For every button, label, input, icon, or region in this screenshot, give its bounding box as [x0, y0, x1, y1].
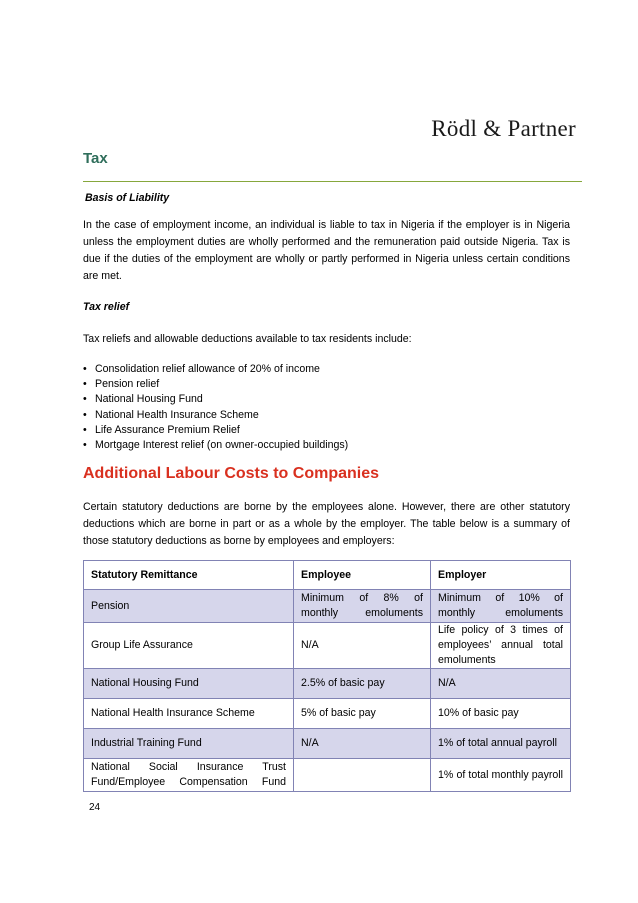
table-cell: National Social Insurance Trust Fund/Employee Compensation Fund [84, 759, 294, 792]
table-cell: 2.5% of basic pay [294, 669, 431, 699]
header-cell: Employee [294, 561, 431, 590]
table-cell: Pension [84, 590, 294, 623]
table-cell: 1% of total monthly payroll [431, 759, 571, 792]
basis-paragraph: In the case of employment income, an individual is liable to tax in Nigeria if the employer is in Nigeria unless the employment duties are wholly performed and the remuneration paid outside Nigeria. Tax is due if the duties of the employment are wholly or partly performed in Nigeria unless certain conditions are met. [83, 219, 570, 282]
table-cell: Group Life Assurance [84, 623, 294, 669]
labour-paragraph: Certain statutory deductions are borne by the employees alone. However, there are other statutory deductions which are borne in part or as a whole by the employer. The table below is a summary of those statutory deductions as borne by employees and employers: [83, 501, 570, 547]
list-item: • Life Assurance Premium Relief [83, 423, 348, 438]
list-item: • National Health Insurance Scheme [83, 408, 348, 423]
table-row [84, 759, 571, 792]
table-row [84, 590, 571, 623]
basis-heading: Basis of Liability [85, 192, 170, 204]
header-cell: Employer [431, 561, 571, 590]
table-cell: N/A [294, 729, 431, 759]
table-row [84, 699, 571, 729]
relief-heading: Tax relief [83, 301, 130, 313]
page-number: 24 [89, 802, 101, 813]
list-item: • Consolidation relief allowance of 20% of income [83, 362, 348, 377]
table-row [84, 729, 571, 759]
list-item: • Pension relief [83, 377, 348, 392]
brand-logo: Rödl & Partner [431, 116, 576, 141]
table-cell: 1% of total annual payroll [431, 729, 571, 759]
table-row [84, 669, 571, 699]
table-cell: Minimum of 10% of monthly emoluments [431, 590, 571, 623]
relief-list [83, 362, 348, 453]
labour-heading: Additional Labour Costs to Companies [83, 465, 380, 482]
table-cell: National Health Insurance Scheme [84, 699, 294, 729]
table-cell: Life policy of 3 times of employees’ annual total emoluments [431, 623, 571, 669]
table-cell: 5% of basic pay [294, 699, 431, 729]
table-cell: National Housing Fund [84, 669, 294, 699]
list-item: • National Housing Fund [83, 392, 348, 407]
title-divider [83, 181, 582, 182]
list-item: • Mortgage Interest relief (on owner-occupied buildings) [83, 438, 348, 453]
relief-intro: Tax reliefs and allowable deductions available to tax residents include: [83, 333, 412, 345]
header-cell: Statutory Remittance [84, 561, 294, 590]
table-cell [294, 759, 431, 792]
table-header-row [84, 561, 571, 590]
table-cell: Minimum of 8% of monthly emoluments [294, 590, 431, 623]
table-cell: 10% of basic pay [431, 699, 571, 729]
table-cell: N/A [431, 669, 571, 699]
section-title: Tax [83, 150, 108, 167]
table-cell: N/A [294, 623, 431, 669]
table-row [84, 623, 571, 669]
deductions-table [83, 560, 571, 792]
table-cell: Industrial Training Fund [84, 729, 294, 759]
